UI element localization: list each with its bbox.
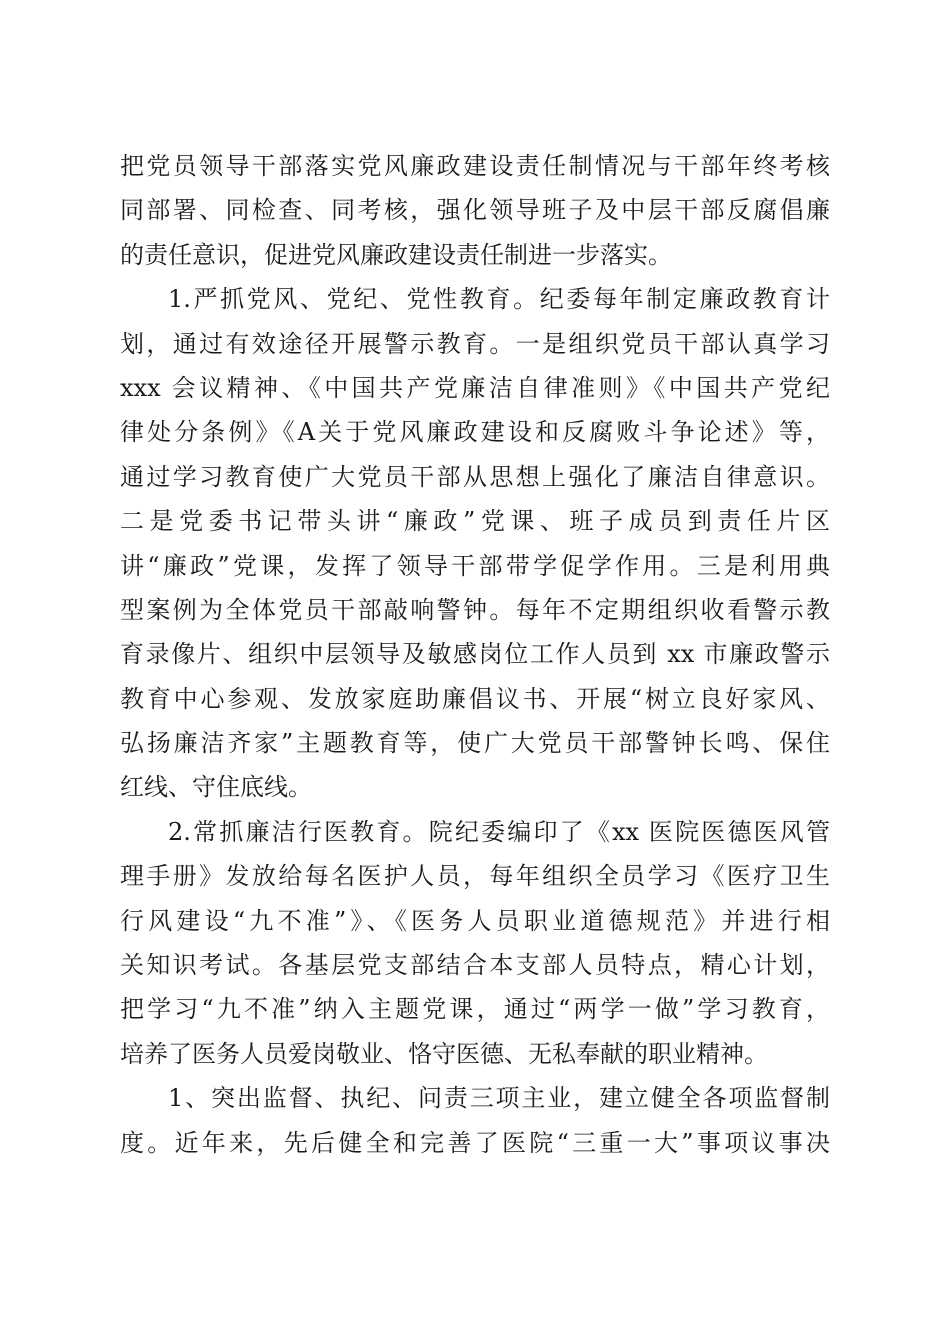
text-line: 度。近年来，先后健全和完善了医院“三重一大”事项议事决 <box>120 1128 830 1157</box>
text-line: 1、突出监督、执纪、问责三项主业，建立健全各项监督制 <box>168 1084 830 1113</box>
paragraph <box>120 277 830 810</box>
text-line: 弘扬廉洁齐家”主题教育等，使广大党员干部警钟长鸣、保住 <box>120 729 830 758</box>
text-line: 律处分条例》《A关于党风廉政建设和反腐败斗争论述》等， <box>120 418 830 447</box>
text-line: 的责任意识，促进党风廉政建设责任制进一步落实。 <box>120 240 672 269</box>
text-line: 通过学习教育使广大党员干部从思想上强化了廉洁自律意识。 <box>120 462 830 491</box>
text-line: 2.常抓廉洁行医教育。院纪委编印了《xx 医院医德医风管 <box>168 817 830 846</box>
text-line: 同部署、同检查、同考核，强化领导班子及中层干部反腐倡廉 <box>120 196 830 225</box>
document-body <box>120 144 830 1165</box>
text-line: 理手册》发放给每名医护人员，每年组织全员学习《医疗卫生 <box>120 862 830 891</box>
text-line: 培养了医务人员爱岗敬业、恪守医德、无私奉献的职业精神。 <box>120 1039 768 1068</box>
text-line: xxx 会议精神、《中国共产党廉洁自律准则》《中国共产党纪 <box>120 373 830 402</box>
text-line: 讲“廉政”党课，发挥了领导干部带学促学作用。三是利用典 <box>120 551 830 580</box>
text-line: 行风建设“九不准”》、《医务人员职业道德规范》并进行相 <box>120 906 830 935</box>
text-line: 二是党委书记带头讲“廉政”党课、班子成员到责任片区 <box>120 507 830 536</box>
text-line: 把学习“九不准”纳入主题党课，通过“两学一做”学习教育， <box>120 995 830 1024</box>
text-line: 教育中心参观、发放家庭助廉倡议书、开展“树立良好家风、 <box>120 684 830 713</box>
text-line: 1.严抓党风、党纪、党性教育。纪委每年制定廉政教育计 <box>168 285 830 314</box>
text-line: 育录像片、组织中层领导及敏感岗位工作人员到 xx 市廉政警示 <box>120 640 830 669</box>
paragraph <box>120 144 830 277</box>
text-line: 把党员领导干部落实党风廉政建设责任制情况与干部年终考核 <box>120 152 830 180</box>
paragraph <box>120 810 830 1076</box>
text-line: 型案例为全体党员干部敲响警钟。每年不定期组织收看警示教 <box>120 595 830 624</box>
text-line: 关知识考试。各基层党支部结合本支部人员特点，精心计划， <box>120 951 830 980</box>
text-line: 划，通过有效途径开展警示教育。一是组织党员干部认真学习 <box>120 329 830 358</box>
text-line: 红线、守住底线。 <box>120 773 312 802</box>
paragraph <box>120 1076 830 1165</box>
